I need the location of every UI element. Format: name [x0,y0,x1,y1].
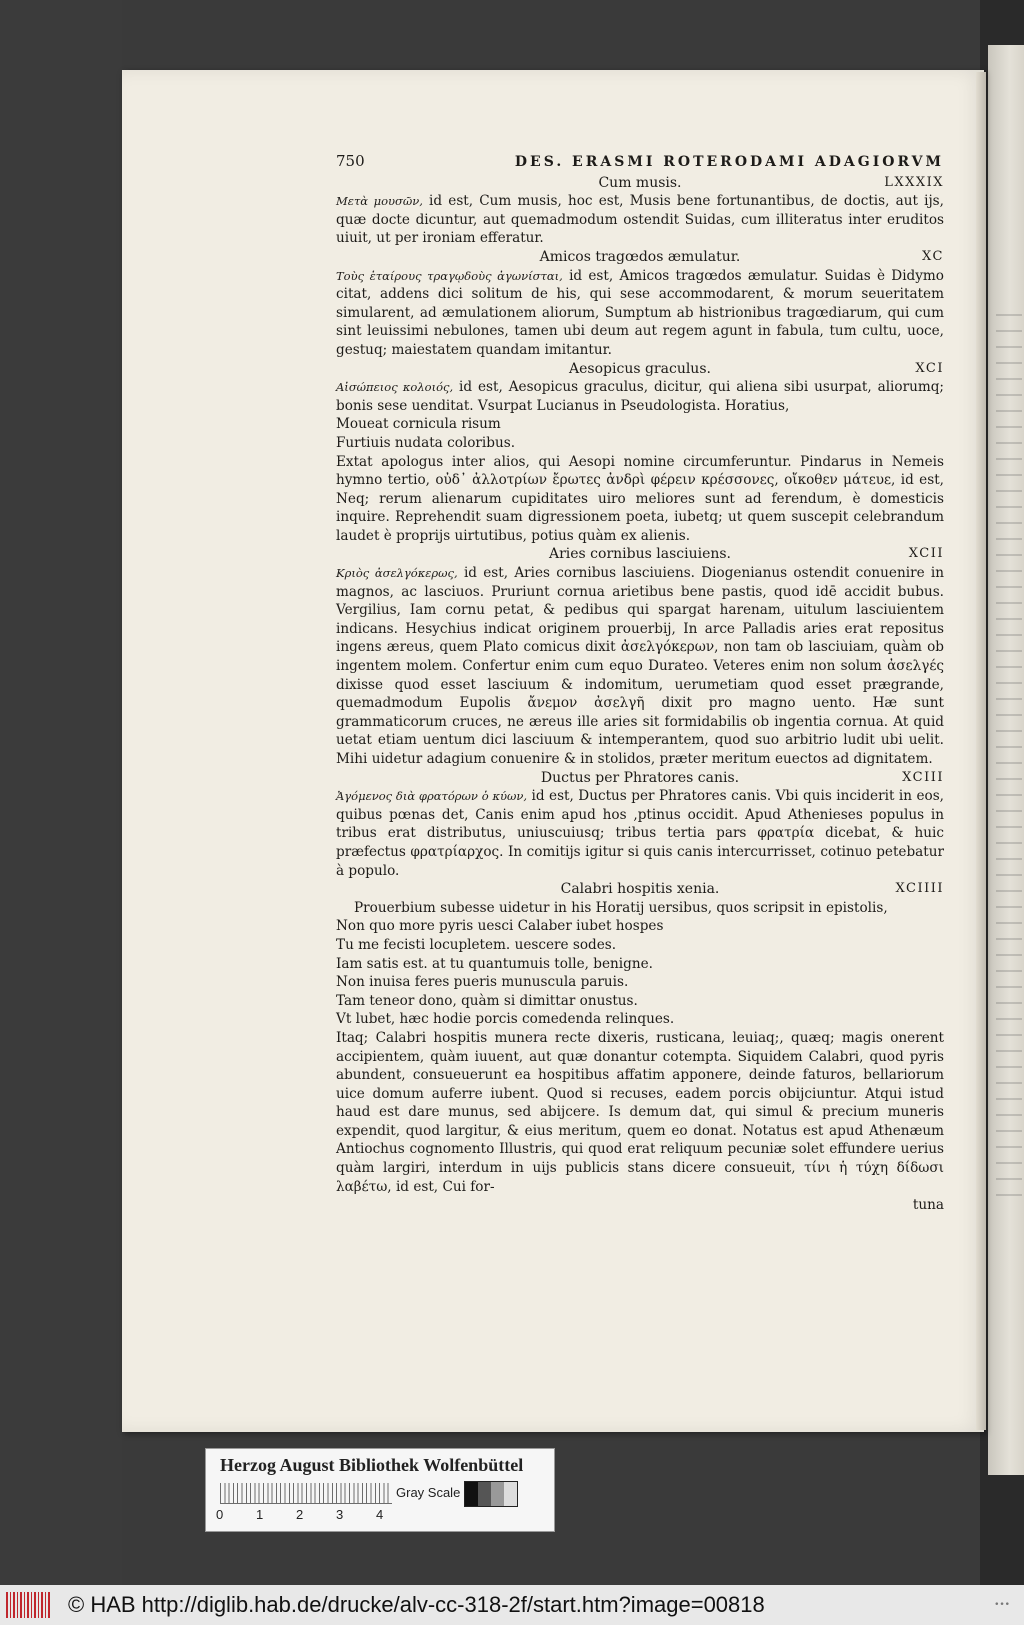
color-reference-card [205,1448,555,1532]
facing-page-text-bleed [996,300,1022,1200]
ruler-tick-label: 0 [216,1507,224,1522]
adage-body: Μετὰ μουσῶν, id est, Cum musis, hoc est, Musis bene fortunantibus, de doctis, aut ijs, quæ docte dicuntur, aut quemadmodum ostendit Suidas, cum illiteratus inter eruditos uiuit, ut per ironiam efferatur. [336,193,944,247]
adage-title: Cum musis. [598,174,682,191]
catchword: tuna [912,1197,944,1214]
ruler-tick-label: 3 [336,1507,344,1522]
verse-line: Tu me fecisti locupletem. uescere sodes. [336,936,617,953]
adage-number: XCIIII [895,881,944,897]
greek-lead: Αἰσώπειος κολοιός, [336,380,454,395]
page-number: 750 [336,152,365,170]
gray-scale-swatch [464,1481,518,1507]
adage-heading [336,248,944,267]
gray-scale-label: Gray Scale [396,1485,461,1500]
adage-number: LXXXIX [884,174,944,190]
ruler-tick-label: 1 [256,1507,264,1522]
gray-swatch-step [504,1482,517,1506]
verse-line: Moueat cornicula risum [336,416,501,433]
adage-commentary: Extat apologus inter alios, qui Aesopi nomine circumferuntur. Pindarus in Nemeis hymno tertio, οὐδ᾽ ἀλλοτρίων ἔρωτες ἀνδρὶ φέρειν κρέσσονες, οἴκοθεν μάτευε, id est, Neq; rerum alienarum cupiditates uiro meliores sunt ad ferendum, è domesticis inquire. Reprehendit suam digressionem poeta, iubetq; ut quem suscepit celebrandum laudet è proprijs uirtutibus, potius quàm ex alienis. [336,453,944,544]
footer-dots: ••• [994,1600,1010,1610]
adage-heading [336,769,944,788]
adage-title: Calabri hospitis xenia. [560,881,720,898]
running-header [336,152,944,172]
adage-heading [336,360,944,379]
adage-body: Κριὸς ἀσελγόκερως, id est, Aries cornibus lasciuiens. Diogenianus ostendit conuenire in magnos, ac lasciuos. Pruriunt cornua arietibus bene pastis, quod idē accidit bubus. Vergilius, Iam cornu petat, & pedibus qui spargat harenam, uitulum lasciuientem indicans. Hesychius indicat originem prouerbij, In arce Palladis aries erat repositus ingens æreus, quem Plato comicus dixit ἀσελγόκερων, non tam ob lasciuiam, quàm ob ingentem molem. Confertur enim cum equo Durateo. Veteres enim non solum ἀσελγές dixisse quod esset lasciuum & indomitum, uerumetiam quod esset prægrande, quemadmodum Eupolis ἄνεμον ἀσελγῆ dixit pro magno uento. Hæ sunt grammaticorum cruces, ne æreus ille aries sit formidabilis ob ingentia cornua. At quid uetat etiam uentum dici lasciuum & intemperantem, quod suo arbitrio ludit ubi uelit. Mihi uidetur adagium conuenire & in stolidos, præter meritum euectos ad dignitatem. [336,565,944,767]
ruler-tick-label: 4 [376,1507,384,1522]
greek-lead: Μετὰ μουσῶν, [336,194,423,209]
footer-bar [0,1585,1024,1625]
verse-line: Vt lubet, hæc hodie porcis comedenda relinques. [336,1011,675,1028]
adage-title: Amicos tragœdos æmulatur. [539,248,741,265]
page-gutter [976,72,986,1430]
adage-number: XCII [908,546,944,562]
gray-swatch-step [478,1482,491,1506]
verse-line: Tam teneor dono, quàm si dimittar onustus. [336,992,638,1009]
verse-line: Non quo more pyris uesci Calaber iubet hospes [336,918,664,935]
library-name: Herzog August Bibliothek Wolfenbüttel [220,1455,524,1475]
measurement-ruler [220,1483,392,1504]
verse-line: Iam satis est. at tu quantumuis tolle, benigne. [336,955,653,972]
greek-lead: Τοὺς ἑταίρους τραγῳδοὺς ἀγωνίσται, [336,268,563,283]
adage-heading [336,880,944,899]
adage-number: XC [922,248,944,264]
verse-line: Furtiuis nudata coloribus. [336,434,516,451]
background-left [0,0,122,1585]
adage-title: Aesopicus graculus. [569,360,711,377]
adage-heading [336,545,944,564]
greek-lead: Ἀγόμενος διὰ φρατόρων ὁ κύων, [336,789,528,804]
adage-commentary: Itaq; Calabri hospitis munera recte dixeris, rusticana, leuiaq;, quæq; magis onerent accipientem, quàm iuuent, aut quæ donantur cotempta. Siquidem Calabri, quod pyris abundent, consueuerunt ea hospitibus affatim apponere, deinde faturos, bellariorum uice domum auferre iubent. Quod si recuses, eadem porcis obijciuntur. Atqui istud haud est dare munus, sed abijcere. Is demum dat, qui simul & precium muneris expendit, quod largitur, & eius meritum, quem eo donat. Notatus est apud Athenæum Antiochus cognomento Illustris, qui quod erat reliquum pecuniæ solet effundere uerius quàm largiri, interdum in uijs publicis stans dicere consueuit, τίνι ἡ τύχη δίδωσι λαβέτω, id est, Cui for- [336,1029,944,1195]
adage-number: XCI [915,360,944,376]
adage-number: XCIII [902,769,944,785]
adage-title: Aries cornibus lasciuiens. [548,546,732,563]
adage-intro: Prouerbium subesse uidetur in his Horatij uersibus, quos scripsit in epistolis, [354,899,888,916]
adage-body: Τοὺς ἑταίρους τραγῳδοὺς ἀγωνίσται, id est, Amicos tragœdos æmulatur. Suidas è Didymo citat, addens dici solitum de his, qui sese accommodarent, & morum seueritatem simularent, ad æmulationem aliorum, Sumptum ab histrionibus tragœdiarum, qui cum sint leuissimi nebulones, tamen ubi deum aut regem agunt in fabula, tum cultu, uoce, gestuq; maiestatem quandam imitantur. [336,267,944,358]
gray-swatch-step [491,1482,504,1506]
barcode-icon [6,1592,52,1618]
adage-title: Ductus per Phratores canis. [540,769,740,786]
verse-line: Non inuisa feres pueris munuscula paruis. [336,974,629,991]
ruler-tick-label: 2 [296,1507,304,1522]
adage-body: Αἰσώπειος κολοιός, id est, Aesopicus graculus, dicitur, qui aliena sibi usurpat, aliorumq; bonis sese uenditat. Vsurpat Lucianus in Pseudologista. Horatius, [336,379,944,414]
running-head: DES. ERASMI ROTERODAMI ADAGIORVM [514,154,944,170]
adage-heading [336,174,944,193]
page-text [336,152,944,1228]
copyright-url[interactable]: © HAB http://diglib.hab.de/drucke/alv-cc-318-2f/start.htm?image=00818 [68,1592,765,1617]
adage-body: Ἀγόμενος διὰ φρατόρων ὁ κύων, id est, Ductus per Phratores canis. Vbi quis inciderit in eos, quibus pœnas det, Canis enim apud hos ,ptinus occidit. Apud Athenieses populus in tribus erat distributus, uniuscuiusq; tribus tertia pars φρατρία dicebat, & huic præfectus φρατρίαρχος. In comitijs igitur si quis canis intercurrisset, cotinuo petebatur à populo. [336,788,944,879]
greek-lead: Κριὸς ἀσελγόκερως, [336,566,458,581]
gray-swatch-step [465,1482,478,1506]
